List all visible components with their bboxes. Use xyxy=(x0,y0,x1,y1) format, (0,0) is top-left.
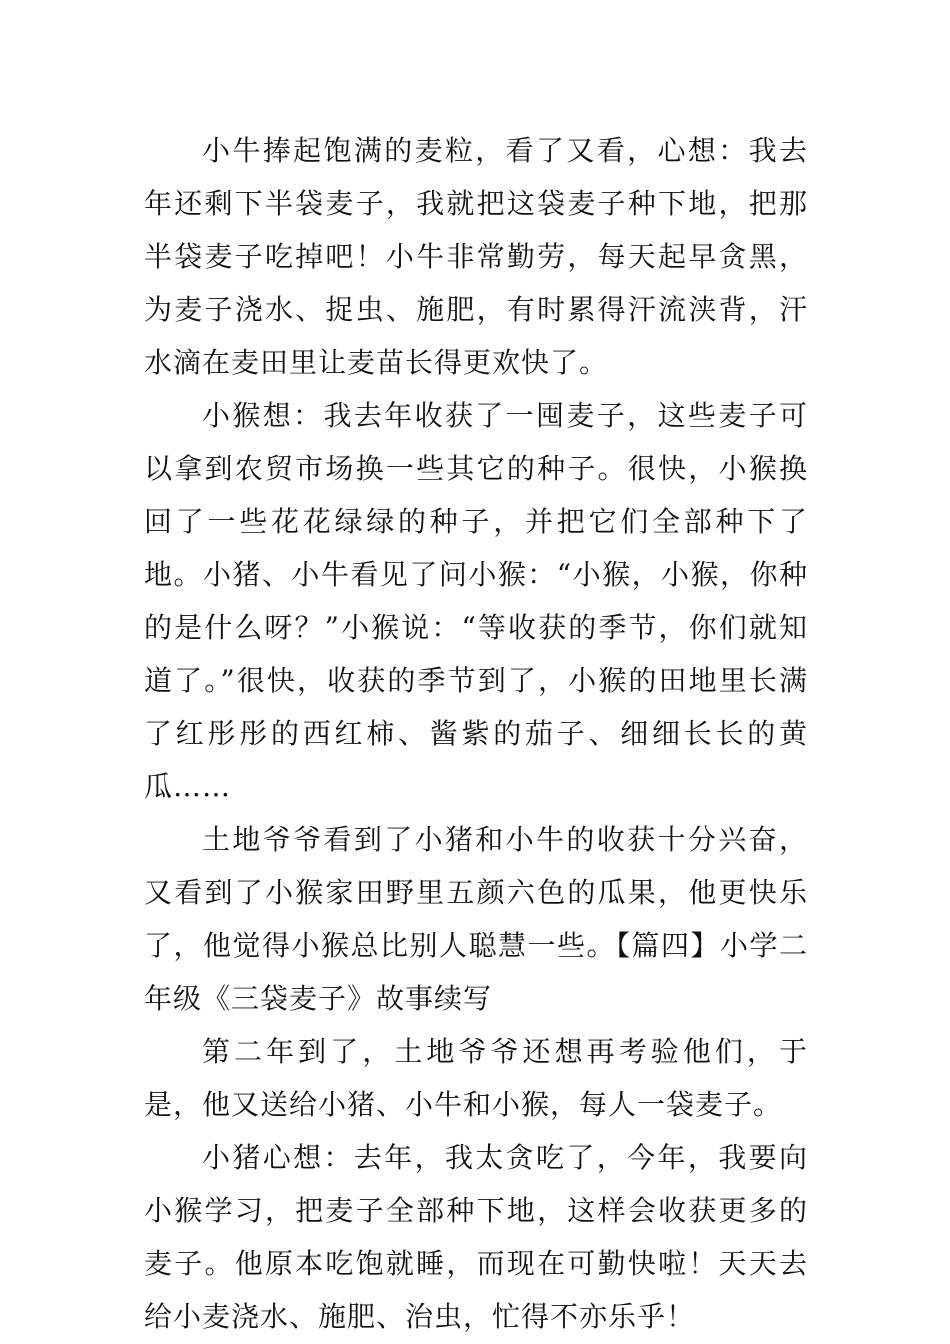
paragraph-xiaozhu: 小猪心想：去年，我太贪吃了，今年，我要向小猴学习，把麦子全部种下地，这样会收获更多的麦子。他原本吃饱就睡，而现在可勤快啦！天天去给小麦浇水、施肥、治虫，忙得不亦乐乎！ xyxy=(144,1141,808,1333)
paragraph-xiaohou: 小猴想：我去年收获了一囤麦子，这些麦子可以拿到农贸市场换一些其它的种子。很快，小猴换回了一些花花绿绿的种子，并把它们全部种下了地。小猪、小牛看见了问小猴：“小猴，小猴，你种的是什么呀？”小猴说：“等收获的季节，你们就知道了。”很快，收获的季节到了，小猴的田地里长满了红彤彤的西红柿、酱紫的茄子、细细长长的黄瓜…… xyxy=(144,399,808,803)
paragraph-tudi-yeye: 土地爷爷看到了小猪和小牛的收获十分兴奋，又看到了小猴家田野里五颜六色的瓜果，他更快乐了，他觉得小猴总比别人聪慧一些。【篇四】小学二年级《三袋麦子》故事续写 xyxy=(144,823,808,1015)
paragraph-xiaoniu: 小牛捧起饱满的麦粒，看了又看，心想：我去年还剩下半袋麦子，我就把这袋麦子种下地，把那半袋麦子吃掉吧！小牛非常勤劳，每天起早贪黑，为麦子浇水、捉虫、施肥，有时累得汗流浃背，汗水滴在麦田里让麦苗长得更欢快了。 xyxy=(144,134,808,379)
document-body xyxy=(144,124,808,1343)
paragraph-second-year: 第二年到了，土地爷爷还想再考验他们，于是，他又送给小猪、小牛和小猴，每人一袋麦子。 xyxy=(144,1035,808,1121)
